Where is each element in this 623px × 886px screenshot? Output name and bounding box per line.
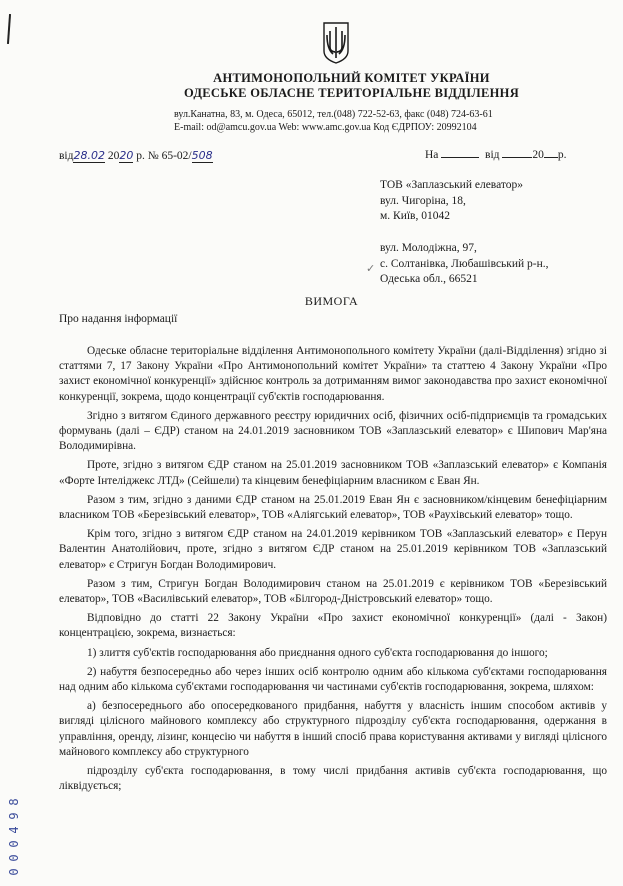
stamp-digit: 0 <box>7 868 21 876</box>
year-label: 20 <box>532 149 544 161</box>
recipient-line: Одеська обл., 66521 <box>380 273 478 285</box>
stamp-digit: 9 <box>7 812 21 820</box>
document-subject: Про надання інформації <box>59 313 178 325</box>
body-paragraph: Разом з тим, Стригун Богдан Володимирович станом на 25.01.2019 є керівником ТОВ «Березівський елеватор», ТОВ «Василівський елеватор», ТОВ «Білгород-Дністровський елеватор» тощо. <box>59 577 607 606</box>
vid-label: від <box>485 149 500 161</box>
year-blank <box>544 157 558 158</box>
body-paragraph: Проте, згідно з витягом ЄДР станом на 25.01.2019 засновником ТОВ «Заплазський елеватор» є Компанія «Форте Інтеліджекс ЛТД» (Сейшели) та кінцевим бенефіціарним власником є Еван Ян. <box>59 459 607 487</box>
body-paragraph: Відповідно до статті 22 Закону України «Про захист економічної конкуренції» (далі - Закон) концентрацією, зокрема, визнається: <box>59 612 607 640</box>
body-paragraph: Одеське обласне територіальне відділення Антимонопольного комітету України (далі-Відділення) згідно зі статтями 7, 17 Закону України «Про Антимонопольний комітет України» та статтею 4 Закону України «Про захист економічної конкуренції» здійснює контроль за дотриманням вимог законодавства про захист економічної конкуренції, зокрема, щодо концентрації суб'єктів господарювання. <box>59 345 607 403</box>
check-mark-icon: ✓ <box>366 263 376 275</box>
body-paragraph: Разом з тим, згідно з даними ЄДР станом на 25.01.2019 Еван Ян є засновником/кінцевим бенефіціарним власником ТОВ «Березівський елеватор», ТОВ «Аліягський елеватор», ТОВ «Раухівський елеватор» тощо. <box>59 493 607 522</box>
date-blank <box>502 157 532 158</box>
ref-year-prefix: 20 <box>107 150 120 162</box>
recipient-line: вул. Чигоріна, 18, <box>380 194 466 207</box>
trident-emblem-icon <box>321 21 351 65</box>
recipient-line: м. Київ, 01042 <box>380 210 450 222</box>
body-paragraph: 1) злиття суб'єктів господарювання або приєднання одного суб'єкта господарювання до іншого; <box>87 646 548 659</box>
body-paragraph: Згідно з витягом Єдиного державного реєстру юридичних осіб, фізичних осіб-підприємців та громадських формувань (далі – ЄДР) станом на 24.01.2019 засновником ТОВ «Заплазський елеватор» є Шипович Мар'яна Володимирівна. <box>59 409 607 453</box>
stamp-digit: 0 <box>7 854 21 862</box>
recipient-block-2 <box>380 241 549 288</box>
outgoing-reference <box>59 149 213 163</box>
document-title: ВИМОГА <box>304 294 359 308</box>
incoming-reference <box>425 149 567 161</box>
ref-number-prefix: р. № 65-02/ <box>136 150 192 162</box>
recipient-line: вул. Молодіжна, 97, <box>380 242 477 254</box>
body-paragraph: підрозділу суб'єкта господарювання, в тому числі придбання активів суб'єкта господарювання, що ліквідується; <box>59 765 607 793</box>
handwritten-number: 508 <box>191 149 213 162</box>
org-department: ОДЕСЬКЕ ОБЛАСНЕ ТЕРИТОРІАЛЬНЕ ВІДДІЛЕННЯ <box>183 86 520 100</box>
body-paragraph: а) безпосереднього або опосередкованого придбання, набуття у власність іншим способом активів у вигляді цілісного майнового комплексу або структурного підрозділу суб'єкта господарювання, одержання в управління, оренду, лізинг, концесію чи набуття в інший спосіб права користування активами у вигляді цілісного майнового комплексу або структурного <box>59 700 607 758</box>
r-label: р. <box>557 149 567 161</box>
handwritten-year: 20 <box>119 149 134 162</box>
handwritten-date: 28.02 <box>73 149 105 162</box>
na-label: На <box>425 149 439 161</box>
document-body <box>59 344 607 798</box>
stamp-digit: 4 <box>7 826 21 834</box>
recipient-line: ТОВ «Заплазський елеватор» <box>380 179 524 191</box>
na-blank <box>441 157 479 158</box>
body-paragraph: Крім того, згідно з витягом ЄДР станом на 24.01.2019 керівником ТОВ «Заплазський елеватор» є Перун Валентин Анатолійович, проте, згідно з витягом ЄДР станом на 25.01.2019 керівником ТОВ «Заплазський елеватор» є Стригун Богдан Володимирович. <box>59 528 607 571</box>
recipient-line: с. Солтанівка, Любашівський р-н., <box>380 257 549 270</box>
address-line: вул.Канатна, 83, м. Одеса, 65012, тел.(048) 722-52-63, факс (048) 724-63-61 <box>174 109 493 120</box>
contacts-line: E-mail: od@amcu.gov.ua Web: www.amc.gov.ua Код ЄДРПОУ: 20992104 <box>174 122 477 133</box>
page-number-stamp <box>3 795 25 879</box>
org-name: АНТИМОНОПОЛЬНИЙ КОМІТЕТ УКРАЇНИ <box>213 71 490 85</box>
margin-pen-mark <box>7 14 11 44</box>
stamp-digit: 8 <box>7 798 21 806</box>
body-paragraph: 2) набуття безпосередньо або через інших осіб контролю одним або кількома суб'єктами господарювання над одним або кількома суб'єктами господарювання чи частинами суб'єктів господарювання, зокрема, шляхом: <box>59 665 607 694</box>
org-address <box>174 108 493 134</box>
ref-prefix: від <box>59 150 74 162</box>
recipient-block <box>380 178 523 225</box>
stamp-digit: 0 <box>7 840 21 848</box>
